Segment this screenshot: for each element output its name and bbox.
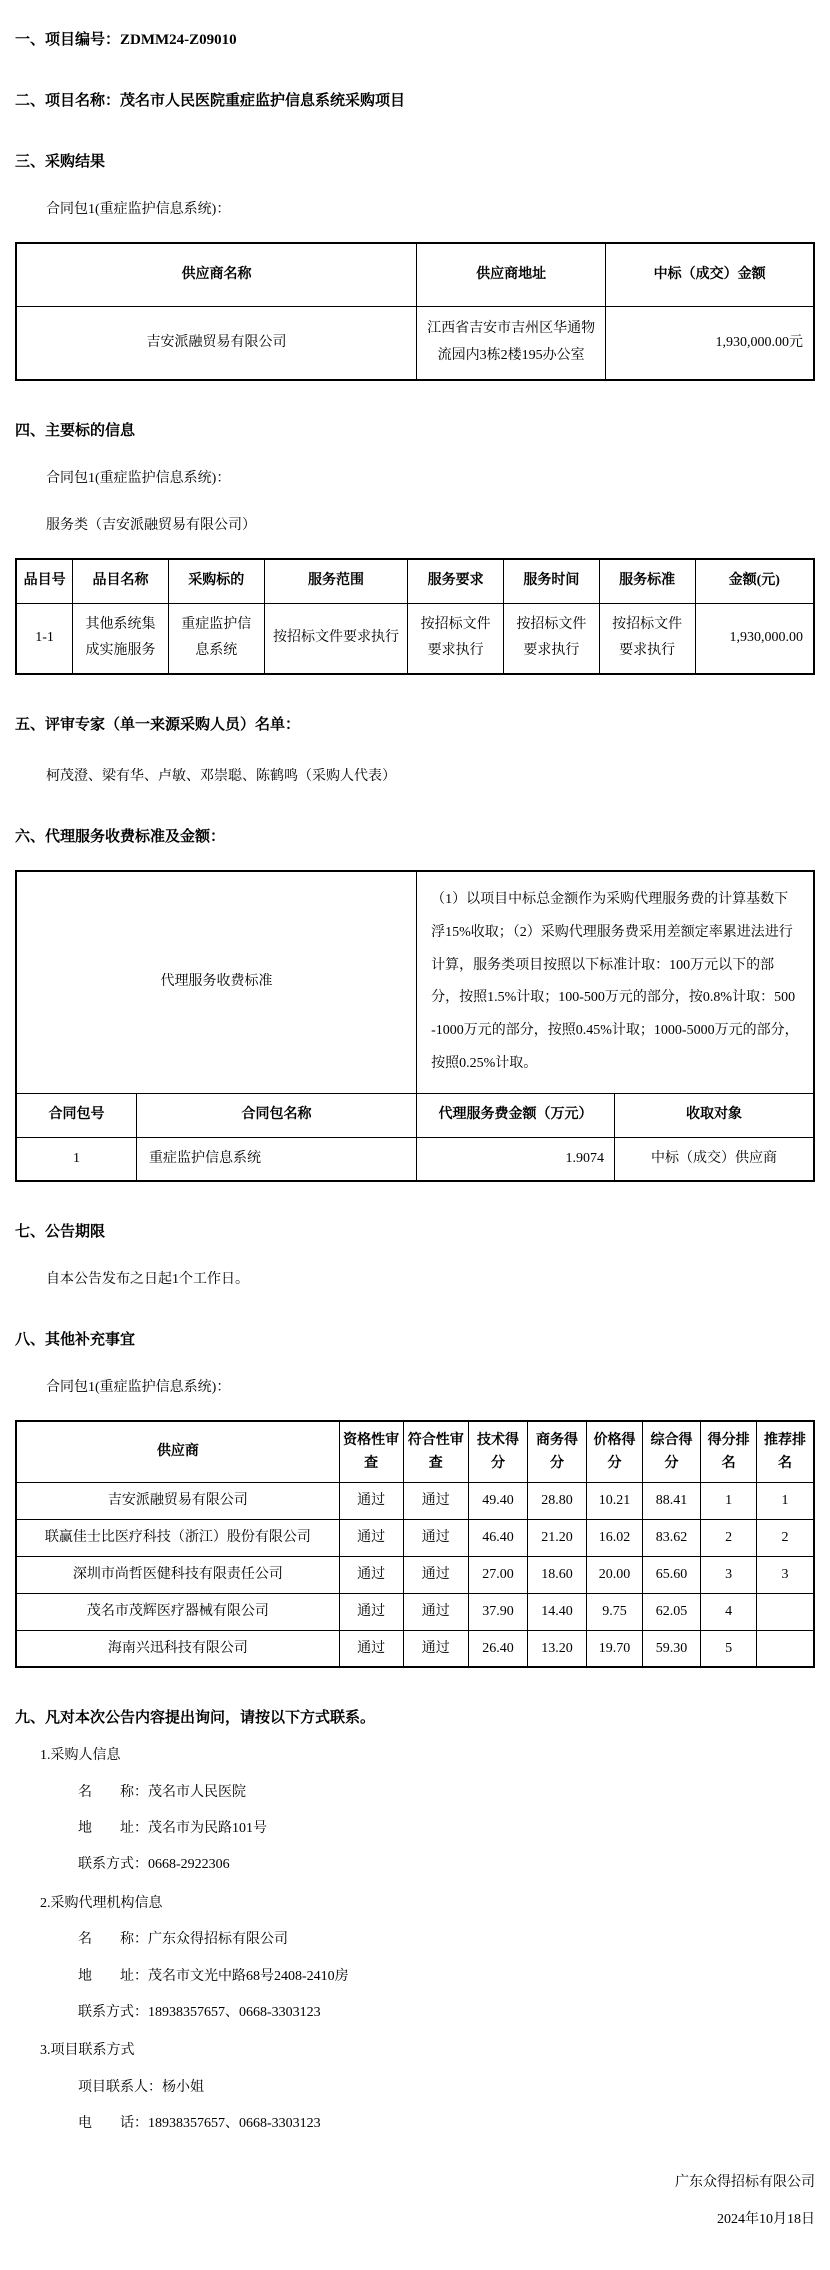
score-rank: 2 (701, 1520, 757, 1557)
subject-item-name: 其他系统集成实施服务 (73, 603, 169, 674)
subject-procurement-target: 重症监护信息系统 (168, 603, 264, 674)
score-table-row (16, 1630, 814, 1667)
result-table (15, 242, 815, 381)
score-supplier: 深圳市尚哲医健科技有限责任公司 (16, 1556, 339, 1593)
score-header-score-rank: 得分排名 (701, 1421, 757, 1483)
section-project-name: 二、项目名称：茂名市人民医院重症监护信息系统采购项目 (15, 93, 406, 109)
subject-header-procurement-target: 采购标的 (168, 559, 264, 603)
score-rank: 5 (701, 1630, 757, 1667)
signature-block (15, 2172, 815, 2230)
subject-header-item-no: 品目号 (16, 559, 73, 603)
fee-header-payer: 收取对象 (614, 1094, 814, 1138)
purchaser-phone: 联系方式：0668-2922306 (78, 1857, 230, 1873)
score-recommend-rank: 2 (757, 1520, 814, 1557)
score-recommend-rank: 3 (757, 1556, 814, 1593)
score-header-commercial: 商务得分 (528, 1421, 587, 1483)
section-other-supplement: 八、其他补充事宜 (15, 1332, 136, 1349)
result-header-supplier-name: 供应商名称 (16, 243, 417, 307)
service-category-label: 服务类（吉安派融贸易有限公司） (46, 518, 256, 533)
fee-standard-row (16, 871, 814, 1094)
score-technical: 27.00 (468, 1556, 527, 1593)
agency-address: 地 址：茂名市文光中路68号2408-2410房 (78, 1968, 349, 1984)
result-header-supplier-address: 供应商地址 (417, 243, 606, 307)
purchaser-address: 地 址：茂名市为民路101号 (78, 1821, 267, 1837)
score-header-qualification-review: 资格性审查 (339, 1421, 403, 1483)
score-table-header-row (16, 1421, 814, 1483)
agency-fee-table (15, 870, 815, 1183)
score-price: 20.00 (587, 1556, 643, 1593)
section-contact-info: 九、凡对本次公告内容提出询问，请按以下方式联系。 (15, 1710, 376, 1727)
project-contact-person: 项目联系人：杨小姐 (78, 2079, 204, 2095)
result-supplier-name: 吉安派融贸易有限公司 (16, 307, 417, 381)
subject-service-standard: 按招标文件要求执行 (599, 603, 695, 674)
score-recommend-rank (757, 1593, 814, 1630)
score-table-row (16, 1483, 814, 1520)
subject-table-header-row (16, 559, 814, 603)
score-header-conformity-review: 符合性审查 (403, 1421, 468, 1483)
contract-package-label-2: 合同包1(重症监护信息系统)： (46, 471, 231, 486)
score-supplier: 吉安派融贸易有限公司 (16, 1483, 339, 1520)
section-announcement-period: 七、公告期限 (15, 1224, 106, 1241)
score-technical: 26.40 (468, 1630, 527, 1667)
score-comprehensive: 88.41 (642, 1483, 700, 1520)
score-conformity: 通过 (403, 1593, 468, 1630)
subject-header-service-time: 服务时间 (504, 559, 600, 603)
contract-package-label-1: 合同包1(重症监护信息系统)： (46, 202, 231, 217)
section-agency-fee: 六、代理服务收费标准及金额： (15, 828, 226, 845)
score-recommend-rank: 1 (757, 1483, 814, 1520)
score-qualification: 通过 (339, 1593, 403, 1630)
result-award-amount: 1,930,000.00元 (606, 307, 814, 381)
score-comprehensive: 62.05 (642, 1593, 700, 1630)
fee-package-name: 重症监护信息系统 (136, 1137, 416, 1181)
score-conformity: 通过 (403, 1630, 468, 1667)
result-table-header-row (16, 243, 814, 307)
score-table-row (16, 1520, 814, 1557)
score-comprehensive: 65.60 (642, 1556, 700, 1593)
subject-info-table (15, 558, 815, 675)
score-qualification: 通过 (339, 1520, 403, 1557)
announcement-period-text: 自本公告发布之日起1个工作日。 (46, 1272, 249, 1288)
score-price: 19.70 (587, 1630, 643, 1667)
score-supplier: 联赢佳士比医疗科技（浙江）股份有限公司 (16, 1520, 339, 1557)
score-table-row (16, 1556, 814, 1593)
score-technical: 37.90 (468, 1593, 527, 1630)
project-contact-title: 3.项目联系方式 (40, 2043, 135, 2059)
section-expert-list: 五、评审专家（单一来源采购人员）名单： (15, 716, 301, 733)
score-supplier: 海南兴迅科技有限公司 (16, 1630, 339, 1667)
fee-table-header-row (16, 1094, 814, 1138)
score-commercial: 14.40 (528, 1593, 587, 1630)
project-contact-phone: 电 话：18938357657、0668-3303123 (78, 2116, 321, 2132)
purchaser-name: 名 称：茂名市人民医院 (78, 1784, 246, 1800)
subject-header-service-standard: 服务标准 (599, 559, 695, 603)
score-header-recommend-rank: 推荐排名 (757, 1421, 814, 1483)
score-supplier: 茂名市茂辉医疗器械有限公司 (16, 1593, 339, 1630)
section-procurement-result: 三、采购结果 (15, 154, 106, 170)
score-header-price: 价格得分 (587, 1421, 643, 1483)
fee-header-fee-amount: 代理服务费金额（万元） (417, 1094, 615, 1138)
score-qualification: 通过 (339, 1630, 403, 1667)
section-main-subject-info: 四、主要标的信息 (15, 423, 136, 439)
score-technical: 49.40 (468, 1483, 527, 1520)
subject-header-amount: 金额(元) (695, 559, 814, 603)
subject-header-item-name: 品目名称 (73, 559, 169, 603)
score-conformity: 通过 (403, 1483, 468, 1520)
score-price: 10.21 (587, 1483, 643, 1520)
score-conformity: 通过 (403, 1556, 468, 1593)
score-comprehensive: 83.62 (642, 1520, 700, 1557)
fee-table-row (16, 1137, 814, 1181)
score-price: 9.75 (587, 1593, 643, 1630)
score-header-supplier: 供应商 (16, 1421, 339, 1483)
result-table-row (16, 307, 814, 381)
subject-header-service-scope: 服务范围 (264, 559, 408, 603)
score-rank: 3 (701, 1556, 757, 1593)
signature-company: 广东众得招标有限公司 (675, 2174, 815, 2190)
fee-header-package-name: 合同包名称 (136, 1094, 416, 1138)
score-rank: 4 (701, 1593, 757, 1630)
agency-phone: 联系方式：18938357657、0668-3303123 (78, 2005, 321, 2021)
score-comprehensive: 59.30 (642, 1630, 700, 1667)
agency-name: 名 称：广东众得招标有限公司 (78, 1932, 288, 1948)
score-header-technical: 技术得分 (468, 1421, 527, 1483)
score-conformity: 通过 (403, 1520, 468, 1557)
fee-amount: 1.9074 (417, 1137, 615, 1181)
fee-package-no: 1 (16, 1137, 136, 1181)
contract-package-label-3: 合同包1(重症监护信息系统)： (46, 1380, 231, 1396)
subject-amount: 1,930,000.00 (695, 603, 814, 674)
result-supplier-address: 江西省吉安市吉州区华通物流园内3栋2楼195办公室 (417, 307, 606, 381)
fee-payer: 中标（成交）供应商 (614, 1137, 814, 1181)
fee-header-package-no: 合同包号 (16, 1094, 136, 1138)
score-commercial: 13.20 (528, 1630, 587, 1667)
subject-header-service-requirement: 服务要求 (408, 559, 504, 603)
score-qualification: 通过 (339, 1556, 403, 1593)
signature-date: 2024年10月18日 (717, 2211, 815, 2227)
subject-service-scope: 按招标文件要求执行 (264, 603, 408, 674)
subject-service-time: 按招标文件要求执行 (504, 603, 600, 674)
score-commercial: 18.60 (528, 1556, 587, 1593)
score-table-row (16, 1593, 814, 1630)
score-header-comprehensive: 综合得分 (642, 1421, 700, 1483)
result-header-award-amount: 中标（成交）金额 (606, 243, 814, 307)
subject-table-row (16, 603, 814, 674)
fee-standard-text: （1）以项目中标总金额作为采购代理服务费的计算基数下浮15%收取；（2）采购代理服务费采用差额定率累进法进行计算，服务类项目按照以下标准计取：100万元以下的部分，按照1.5%计取；100-500万元的部分，按0.8%计取：500-1000万元的部分，按照0.45%计取；1000-5000万元的部分，按照0.25%计取。 (417, 871, 814, 1094)
fee-standard-label: 代理服务收费标准 (16, 871, 417, 1094)
score-table (15, 1420, 815, 1668)
score-rank: 1 (701, 1483, 757, 1520)
expert-names: 柯茂澄、梁有华、卢敏、邓崇聪、陈鹤鸣（采购人代表） (46, 768, 396, 784)
score-qualification: 通过 (339, 1483, 403, 1520)
subject-item-no: 1-1 (16, 603, 73, 674)
score-recommend-rank (757, 1630, 814, 1667)
score-commercial: 21.20 (528, 1520, 587, 1557)
score-commercial: 28.80 (528, 1483, 587, 1520)
subject-service-requirement: 按招标文件要求执行 (408, 603, 504, 674)
score-price: 16.02 (587, 1520, 643, 1557)
score-technical: 46.40 (468, 1520, 527, 1557)
section-project-number: 一、项目编号：ZDMM24-Z09010 (15, 32, 237, 48)
purchaser-info-title: 1.采购人信息 (40, 1748, 121, 1764)
agency-info-title: 2.采购代理机构信息 (40, 1895, 163, 1911)
